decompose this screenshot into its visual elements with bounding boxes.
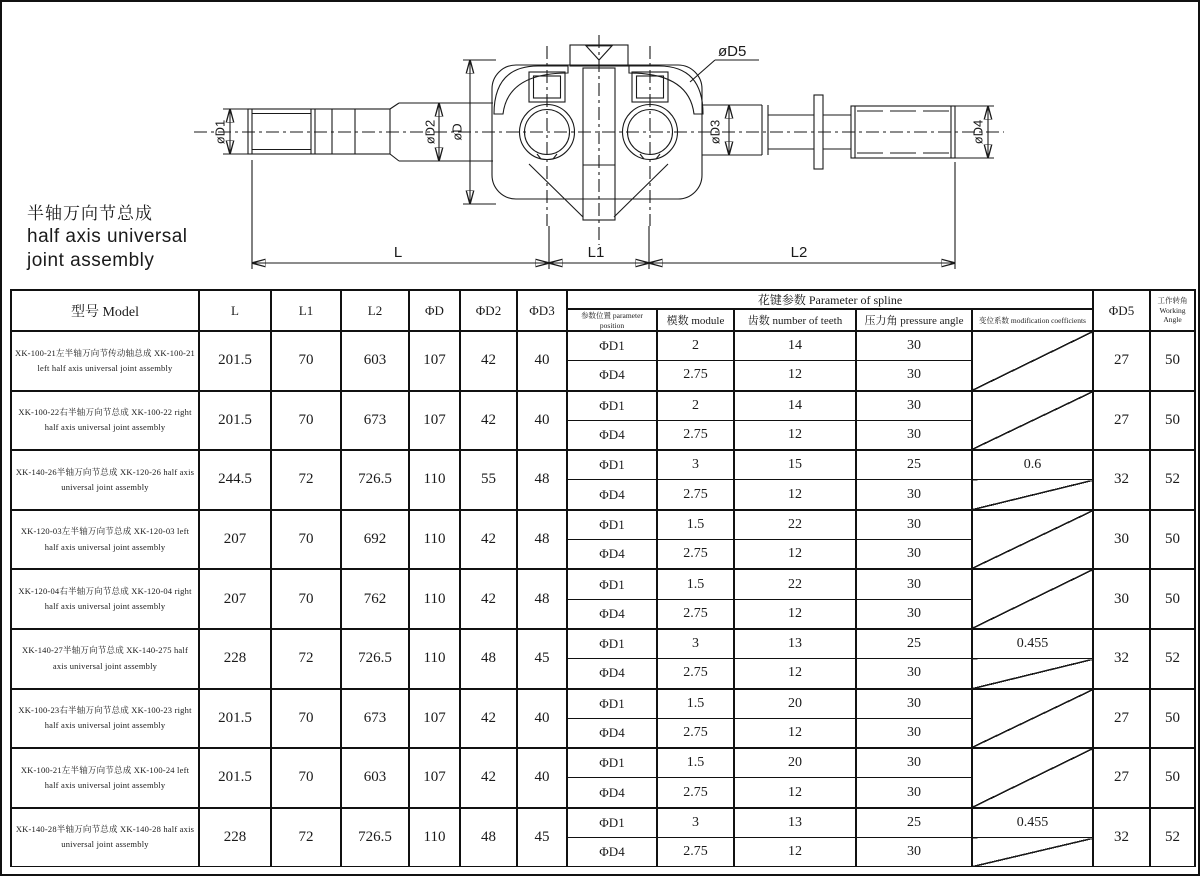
spline-modification-cell [972, 480, 1093, 510]
header-row-group [11, 290, 1195, 309]
dim-D-cell: 110 [409, 569, 460, 629]
spline-position-cell: ΦD1 [567, 391, 657, 421]
working-angle-cell: 50 [1150, 391, 1195, 451]
dim-L2-cell: 603 [341, 331, 409, 391]
working-angle-cell: 52 [1150, 808, 1195, 867]
spline-position-cell: ΦD4 [567, 480, 657, 510]
spline-position-cell: ΦD4 [567, 420, 657, 450]
dim-D3-cell: 48 [517, 450, 567, 510]
dim-D5-cell: 32 [1093, 629, 1150, 689]
dim-L-cell: 201.5 [199, 748, 271, 808]
spline-teeth-cell: 15 [734, 450, 856, 480]
dim-L1-cell: 70 [271, 391, 341, 451]
spline-teeth-cell: 12 [734, 480, 856, 510]
dim-D5-cell: 27 [1093, 391, 1150, 451]
header-position: 参数位置 parameter position [567, 309, 657, 331]
spline-pressure-cell: 30 [856, 778, 972, 808]
spline-module-cell: 2.75 [657, 838, 734, 867]
spline-pressure-cell: 30 [856, 510, 972, 540]
dim-D2-cell: 42 [460, 391, 517, 451]
dim-D-cell: 107 [409, 331, 460, 391]
model-cell: XK-100-21左半轴万向节总成 XK-100-24 left half axis universal joint assembly [11, 748, 199, 808]
dim-label-d1: øD1 [212, 119, 228, 145]
dim-D2-cell: 42 [460, 748, 517, 808]
spline-modification-cell [972, 510, 1093, 570]
spline-pressure-cell: 30 [856, 331, 972, 361]
spline-position-cell: ΦD1 [567, 808, 657, 838]
spline-position-cell: ΦD4 [567, 659, 657, 689]
spline-teeth-cell: 22 [734, 569, 856, 599]
spline-position-cell: ΦD4 [567, 540, 657, 570]
spline-position-cell: ΦD1 [567, 569, 657, 599]
spline-modification-cell [972, 689, 1093, 749]
dim-D-cell: 110 [409, 808, 460, 867]
spline-module-cell: 2.75 [657, 778, 734, 808]
header-L: L [199, 290, 271, 331]
spline-module-cell: 2.75 [657, 480, 734, 510]
working-angle-cell: 52 [1150, 450, 1195, 510]
spline-teeth-cell: 12 [734, 540, 856, 570]
spline-modification-cell: 0.6 [972, 450, 1093, 480]
dim-label-d4: øD4 [970, 119, 986, 145]
spline-position-cell: ΦD1 [567, 689, 657, 719]
dim-D3-cell: 45 [517, 808, 567, 867]
spline-module-cell: 3 [657, 629, 734, 659]
dim-L2-cell: 603 [341, 748, 409, 808]
spline-module-cell: 1.5 [657, 748, 734, 778]
dim-L-cell: 228 [199, 629, 271, 689]
dim-D3-cell: 40 [517, 748, 567, 808]
table-row [11, 748, 1195, 778]
working-angle-cell: 50 [1150, 569, 1195, 629]
header-D5: ΦD5 [1093, 290, 1150, 331]
spline-pressure-cell: 30 [856, 599, 972, 629]
dim-L1-cell: 70 [271, 689, 341, 749]
header-D2: ΦD2 [460, 290, 517, 331]
dim-L1-cell: 70 [271, 331, 341, 391]
header-L1: L1 [271, 290, 341, 331]
spline-pressure-cell: 30 [856, 480, 972, 510]
assembly-title-en-line2: joint assembly [27, 249, 155, 271]
dim-L1-cell: 72 [271, 629, 341, 689]
spline-position-cell: ΦD1 [567, 748, 657, 778]
dim-D-cell: 107 [409, 391, 460, 451]
spline-module-cell: 2.75 [657, 540, 734, 570]
dim-L2-cell: 726.5 [341, 808, 409, 867]
dim-d4 [955, 106, 994, 158]
spline-pressure-cell: 30 [856, 748, 972, 778]
dim-D3-cell: 48 [517, 510, 567, 570]
header-module: 模数 module [657, 309, 734, 331]
table-row [11, 569, 1195, 599]
dim-D2-cell: 42 [460, 689, 517, 749]
dim-D3-cell: 40 [517, 331, 567, 391]
spline-pressure-cell: 30 [856, 361, 972, 391]
dim-L-cell: 201.5 [199, 331, 271, 391]
model-cell: XK-100-23右半轴万向节总成 XK-100-23 right half axis universal joint assembly [11, 689, 199, 749]
spline-module-cell: 2.75 [657, 659, 734, 689]
working-angle-cell: 50 [1150, 331, 1195, 391]
dim-D3-cell: 40 [517, 391, 567, 451]
model-cell: XK-120-03左半轴万向节总成 XK-120-03 left half axis universal joint assembly [11, 510, 199, 570]
spline-position-cell: ΦD4 [567, 361, 657, 391]
dim-D2-cell: 42 [460, 331, 517, 391]
spline-module-cell: 2.75 [657, 718, 734, 748]
table-row [11, 510, 1195, 540]
header-D3: ΦD3 [517, 290, 567, 331]
working-angle-cell: 52 [1150, 629, 1195, 689]
spline-teeth-cell: 12 [734, 838, 856, 867]
spline-modification-cell [972, 659, 1093, 689]
dim-D5-cell: 32 [1093, 450, 1150, 510]
spline-module-cell: 2.75 [657, 420, 734, 450]
dim-D-cell: 110 [409, 510, 460, 570]
table-row [11, 331, 1195, 361]
dim-L1-cell: 70 [271, 569, 341, 629]
spline-module-cell: 1.5 [657, 510, 734, 540]
dim-D5-cell: 27 [1093, 748, 1150, 808]
spline-teeth-cell: 13 [734, 808, 856, 838]
spline-position-cell: ΦD4 [567, 838, 657, 867]
dim-D5-cell: 27 [1093, 331, 1150, 391]
table-row [11, 629, 1195, 659]
spline-position-cell: ΦD4 [567, 718, 657, 748]
dim-d3 [707, 105, 729, 155]
table-row [11, 689, 1195, 719]
model-cell: XK-140-27半轴万向节总成 XK-140-275 half axis universal joint assembly [11, 629, 199, 689]
model-cell: XK-140-26半轴万向节总成 XK-120-26 half axis universal joint assembly [11, 450, 199, 510]
header-modification: 变位系数 modification coefficients [972, 309, 1093, 331]
dim-label-d3: øD3 [707, 119, 723, 145]
spline-position-cell: ΦD1 [567, 450, 657, 480]
spline-teeth-cell: 14 [734, 391, 856, 421]
model-cell: XK-140-28半轴万向节总成 XK-140-28 half axis universal joint assembly [11, 808, 199, 867]
spline-position-cell: ΦD1 [567, 510, 657, 540]
dim-d5 [690, 43, 759, 82]
dim-L-cell: 201.5 [199, 391, 271, 451]
spline-teeth-cell: 12 [734, 659, 856, 689]
model-cell: XK-120-04右半轴万向节总成 XK-120-04 right half axis universal joint assembly [11, 569, 199, 629]
working-angle-cell: 50 [1150, 510, 1195, 570]
dim-L-cell: 244.5 [199, 450, 271, 510]
dim-label-d5: øD5 [718, 43, 747, 60]
spline-pressure-cell: 25 [856, 450, 972, 480]
spline-teeth-cell: 14 [734, 331, 856, 361]
table-body [11, 331, 1195, 867]
dim-D-cell: 110 [409, 629, 460, 689]
header-spline-group: 花键参数 Parameter of spline [567, 290, 1093, 309]
dim-L2-cell: 726.5 [341, 450, 409, 510]
spline-pressure-cell: 30 [856, 838, 972, 867]
spline-module-cell: 1.5 [657, 689, 734, 719]
spline-pressure-cell: 30 [856, 718, 972, 748]
dim-D-cell: 107 [409, 689, 460, 749]
dim-L1-cell: 70 [271, 510, 341, 570]
dim-label-L1: L1 [587, 244, 605, 261]
assembly-title-cn: 半轴万向节总成 [27, 204, 153, 223]
table-row [11, 450, 1195, 480]
dim-D5-cell: 30 [1093, 569, 1150, 629]
dim-D2-cell: 42 [460, 510, 517, 570]
dim-L2-cell: 762 [341, 569, 409, 629]
dim-D3-cell: 45 [517, 629, 567, 689]
dim-label-d2: øD2 [422, 119, 438, 145]
header-L2: L2 [341, 290, 409, 331]
dim-D3-cell: 40 [517, 689, 567, 749]
working-angle-cell: 50 [1150, 748, 1195, 808]
spline-pressure-cell: 30 [856, 569, 972, 599]
dim-D-cell: 110 [409, 450, 460, 510]
model-cell: XK-100-21左半轴万向节传动轴总成 XK-100-21 left half axis universal joint assembly [11, 331, 199, 391]
spline-pressure-cell: 30 [856, 689, 972, 719]
spline-modification-cell [972, 391, 1093, 451]
dim-L-cell: 207 [199, 569, 271, 629]
spline-teeth-cell: 12 [734, 599, 856, 629]
spline-module-cell: 3 [657, 450, 734, 480]
spline-modification-cell [972, 331, 1093, 391]
header-D: ΦD [409, 290, 460, 331]
dim-L1-cell: 72 [271, 450, 341, 510]
dim-D3-cell: 48 [517, 569, 567, 629]
spline-module-cell: 2.75 [657, 361, 734, 391]
dim-D5-cell: 27 [1093, 689, 1150, 749]
working-angle-cell: 50 [1150, 689, 1195, 749]
spline-module-cell: 1.5 [657, 569, 734, 599]
dim-L-cell: 201.5 [199, 689, 271, 749]
model-cell: XK-100-22右半轴万向节总成 XK-100-22 right half axis universal joint assembly [11, 391, 199, 451]
spline-position-cell: ΦD1 [567, 629, 657, 659]
spline-modification-cell [972, 838, 1093, 867]
length-dimensions [252, 160, 955, 269]
spline-modification-cell [972, 748, 1093, 808]
header-model: 型号 Model [11, 290, 199, 331]
spline-module-cell: 2 [657, 391, 734, 421]
spline-modification-cell: 0.455 [972, 808, 1093, 838]
spline-teeth-cell: 12 [734, 420, 856, 450]
dim-D2-cell: 55 [460, 450, 517, 510]
dim-L1-cell: 72 [271, 808, 341, 867]
spline-position-cell: ΦD1 [567, 331, 657, 361]
dim-L2-cell: 673 [341, 391, 409, 451]
dim-D5-cell: 32 [1093, 808, 1150, 867]
table-row [11, 391, 1195, 421]
dim-D5-cell: 30 [1093, 510, 1150, 570]
dim-d2 [422, 103, 439, 161]
dim-L2-cell: 726.5 [341, 629, 409, 689]
spline-modification-cell: 0.455 [972, 629, 1093, 659]
spline-teeth-cell: 22 [734, 510, 856, 540]
dim-L-cell: 207 [199, 510, 271, 570]
dim-D2-cell: 48 [460, 629, 517, 689]
dim-D2-cell: 48 [460, 808, 517, 867]
spline-teeth-cell: 12 [734, 778, 856, 808]
spline-pressure-cell: 25 [856, 808, 972, 838]
spline-pressure-cell: 30 [856, 540, 972, 570]
spline-pressure-cell: 30 [856, 420, 972, 450]
dim-D2-cell: 42 [460, 569, 517, 629]
spline-modification-cell [972, 569, 1093, 629]
spline-position-cell: ΦD4 [567, 599, 657, 629]
spline-teeth-cell: 12 [734, 361, 856, 391]
table-row [11, 808, 1195, 838]
dim-label-L2: L2 [790, 244, 808, 261]
dim-D-cell: 107 [409, 748, 460, 808]
spline-pressure-cell: 30 [856, 659, 972, 689]
spline-position-cell: ΦD4 [567, 778, 657, 808]
spec-table [10, 289, 1196, 867]
assembly-title-en-line1: half axis universal [27, 226, 188, 247]
dim-L1-cell: 70 [271, 748, 341, 808]
dim-L2-cell: 692 [341, 510, 409, 570]
spline-teeth-cell: 20 [734, 748, 856, 778]
dim-label-d: øD [449, 123, 465, 141]
spline-teeth-cell: 12 [734, 718, 856, 748]
dim-L-cell: 228 [199, 808, 271, 867]
title-block [27, 205, 188, 273]
spline-module-cell: 2 [657, 331, 734, 361]
dim-label-L: L [393, 244, 403, 261]
header-teeth: 齿数 number of teeth [734, 309, 856, 331]
header-pressure: 压力角 pressure angle [856, 309, 972, 331]
dim-L2-cell: 673 [341, 689, 409, 749]
spline-teeth-cell: 20 [734, 689, 856, 719]
spline-module-cell: 3 [657, 808, 734, 838]
spline-module-cell: 2.75 [657, 599, 734, 629]
spline-pressure-cell: 25 [856, 629, 972, 659]
header-working-angle: 工作转角 Working Angle [1150, 290, 1195, 331]
spline-pressure-cell: 30 [856, 391, 972, 421]
spline-teeth-cell: 13 [734, 629, 856, 659]
joint-housing [492, 35, 703, 245]
